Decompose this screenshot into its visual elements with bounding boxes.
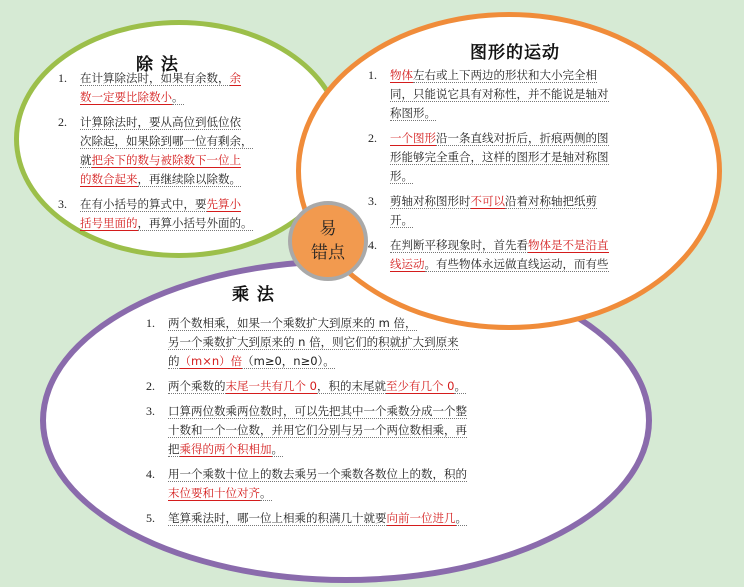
geometry-item-3 xyxy=(368,192,668,230)
geometry-title: 图形的运动 xyxy=(470,43,560,63)
highlighted-text: 先算小 xyxy=(206,197,241,211)
division-list xyxy=(58,69,294,239)
item-number: 4. xyxy=(146,467,155,481)
item-text: 两个乘数的 xyxy=(168,379,226,393)
item-text: 口算两位数乘两位数时，可以先把其中一个乘数分成一个整 xyxy=(168,404,467,418)
highlighted-text: 数一定要比除数小 xyxy=(80,90,172,104)
item-text: 形能够完全重合，这样的图形才是轴对称图 xyxy=(390,150,609,164)
item-text: ，再算小括号外面的。 xyxy=(137,216,253,230)
item-text: 形。 xyxy=(390,169,413,183)
item-text: 在有小括号的算式中，要 xyxy=(80,197,207,211)
item-text: 把 xyxy=(168,442,180,456)
item-line xyxy=(168,440,546,459)
center-badge xyxy=(288,201,368,281)
item-line xyxy=(390,211,668,230)
item-line xyxy=(80,170,294,189)
highlighted-text: 线运动 xyxy=(390,257,425,271)
multiplication-item-1 xyxy=(146,314,546,371)
item-line xyxy=(390,236,668,255)
item-line xyxy=(390,255,668,274)
item-text: 左右或上下两边的形状和大小完全相 xyxy=(413,68,597,82)
highlighted-text: 物体是不是沿直 xyxy=(528,238,609,252)
highlighted-text: 至少有几个 0 xyxy=(385,379,455,393)
item-line xyxy=(168,465,546,484)
item-number: 2. xyxy=(58,115,67,129)
item-line xyxy=(168,377,546,396)
highlighted-text: 一个图形 xyxy=(390,131,436,145)
item-line xyxy=(80,195,294,214)
multiplication-item-2 xyxy=(146,377,546,396)
multiplication-list xyxy=(146,314,546,534)
item-line xyxy=(168,509,546,528)
multiplication-item-4 xyxy=(146,465,546,503)
division-item-2 xyxy=(58,113,294,189)
item-text: 。 xyxy=(271,442,283,456)
item-text: 同，只能说它具有对称性，并不能说是轴对 xyxy=(390,87,609,101)
item-number: 3. xyxy=(146,404,155,418)
item-line xyxy=(80,132,294,151)
item-line xyxy=(168,484,546,503)
item-text: ，积的末尾就 xyxy=(316,379,386,393)
item-text: 另一个乘数扩大到原来的 n 倍，则它们的积就扩大到原来 xyxy=(168,335,459,349)
geometry-list xyxy=(368,66,668,280)
item-line xyxy=(390,104,668,123)
item-text: 。有些物体永远做直线运动，而有些 xyxy=(424,257,609,271)
division-item-1 xyxy=(58,69,294,107)
item-text: 就 xyxy=(80,153,92,167)
item-line xyxy=(80,113,294,132)
multiplication-item-3 xyxy=(146,402,546,459)
item-text: 。 xyxy=(455,511,467,525)
item-text: 开。 xyxy=(390,213,413,227)
item-number: 1. xyxy=(368,68,377,82)
multiplication-title: 乘 法 xyxy=(232,285,275,305)
center-label-line1: 易 xyxy=(319,219,337,239)
highlighted-text: 括号里面的 xyxy=(80,216,138,230)
item-line xyxy=(80,151,294,170)
item-line xyxy=(168,352,546,371)
item-text: ，再继续除以除数。 xyxy=(137,172,241,186)
item-text: 沿着对称轴把纸剪 xyxy=(505,194,597,208)
highlighted-text: 余 xyxy=(229,71,241,85)
item-number: 3. xyxy=(58,197,67,211)
item-text: 在计算除法时，如果有余数， xyxy=(80,71,230,85)
item-line xyxy=(390,148,668,167)
item-text: 。 xyxy=(454,379,466,393)
item-text: 称图形。 xyxy=(390,106,436,120)
center-label-line2: 错点 xyxy=(311,243,345,263)
item-line xyxy=(168,333,546,352)
highlighted-text: 乘得的两个积相加 xyxy=(179,442,272,456)
geometry-item-2 xyxy=(368,129,668,186)
item-line xyxy=(390,66,668,85)
item-line xyxy=(80,69,294,88)
item-number: 4. xyxy=(368,238,377,252)
multiplication-item-5 xyxy=(146,509,546,528)
item-number: 2. xyxy=(368,131,377,145)
highlighted-text: （m×n）倍 xyxy=(179,354,243,368)
item-number: 1. xyxy=(146,316,155,330)
item-text: 在判断平移现象时，首先看 xyxy=(390,238,528,252)
division-item-3 xyxy=(58,195,294,233)
item-text: 的 xyxy=(168,354,180,368)
item-number: 1. xyxy=(58,71,67,85)
highlighted-text: 把余下的数与被除数下一位上 xyxy=(91,153,241,167)
highlighted-text: 不可以 xyxy=(470,194,505,208)
item-number: 2. xyxy=(146,379,155,393)
highlighted-text: 末尾一共有几个 0 xyxy=(225,379,317,393)
item-text: 。 xyxy=(172,90,184,104)
item-text: 沿一条直线对折后，折痕两侧的图 xyxy=(436,131,609,145)
highlighted-text: 的数合起来 xyxy=(80,172,138,186)
item-text: （m≥0，n≥0）。 xyxy=(242,354,335,368)
geometry-item-1 xyxy=(368,66,668,123)
item-line xyxy=(168,314,546,333)
item-number: 3. xyxy=(368,194,377,208)
item-text: 用一个乘数十位上的数去乘另一个乘数各数位上的数，积的 xyxy=(168,467,467,481)
item-text: 笔算乘法时，哪一位上相乘的积满几十就要 xyxy=(168,511,387,525)
item-text: 十数和一个一位数，并用它们分别与另一个两位数相乘，再 xyxy=(168,423,467,437)
division-title: 除 法 xyxy=(136,55,179,75)
item-line xyxy=(80,214,294,233)
item-number: 5. xyxy=(146,511,155,525)
item-text: 两个数相乘，如果一个乘数扩大到原来的 m 倍， xyxy=(168,316,417,330)
item-line xyxy=(168,402,546,421)
item-text: 次除起，如果除到哪一位有剩余， xyxy=(80,134,253,148)
item-line xyxy=(168,421,546,440)
item-line xyxy=(390,85,668,104)
item-line xyxy=(390,129,668,148)
geometry-item-4 xyxy=(368,236,668,274)
highlighted-text: 末位要和十位对齐 xyxy=(168,486,260,500)
item-text: 。 xyxy=(260,486,272,500)
highlighted-text: 向前一位进几 xyxy=(386,511,456,525)
item-line xyxy=(390,192,668,211)
highlighted-text: 物体 xyxy=(390,68,413,82)
item-text: 计算除法时，要从高位到低位依 xyxy=(80,115,241,129)
item-text: 剪轴对称图形时 xyxy=(390,194,471,208)
item-line xyxy=(390,167,668,186)
item-line xyxy=(80,88,294,107)
